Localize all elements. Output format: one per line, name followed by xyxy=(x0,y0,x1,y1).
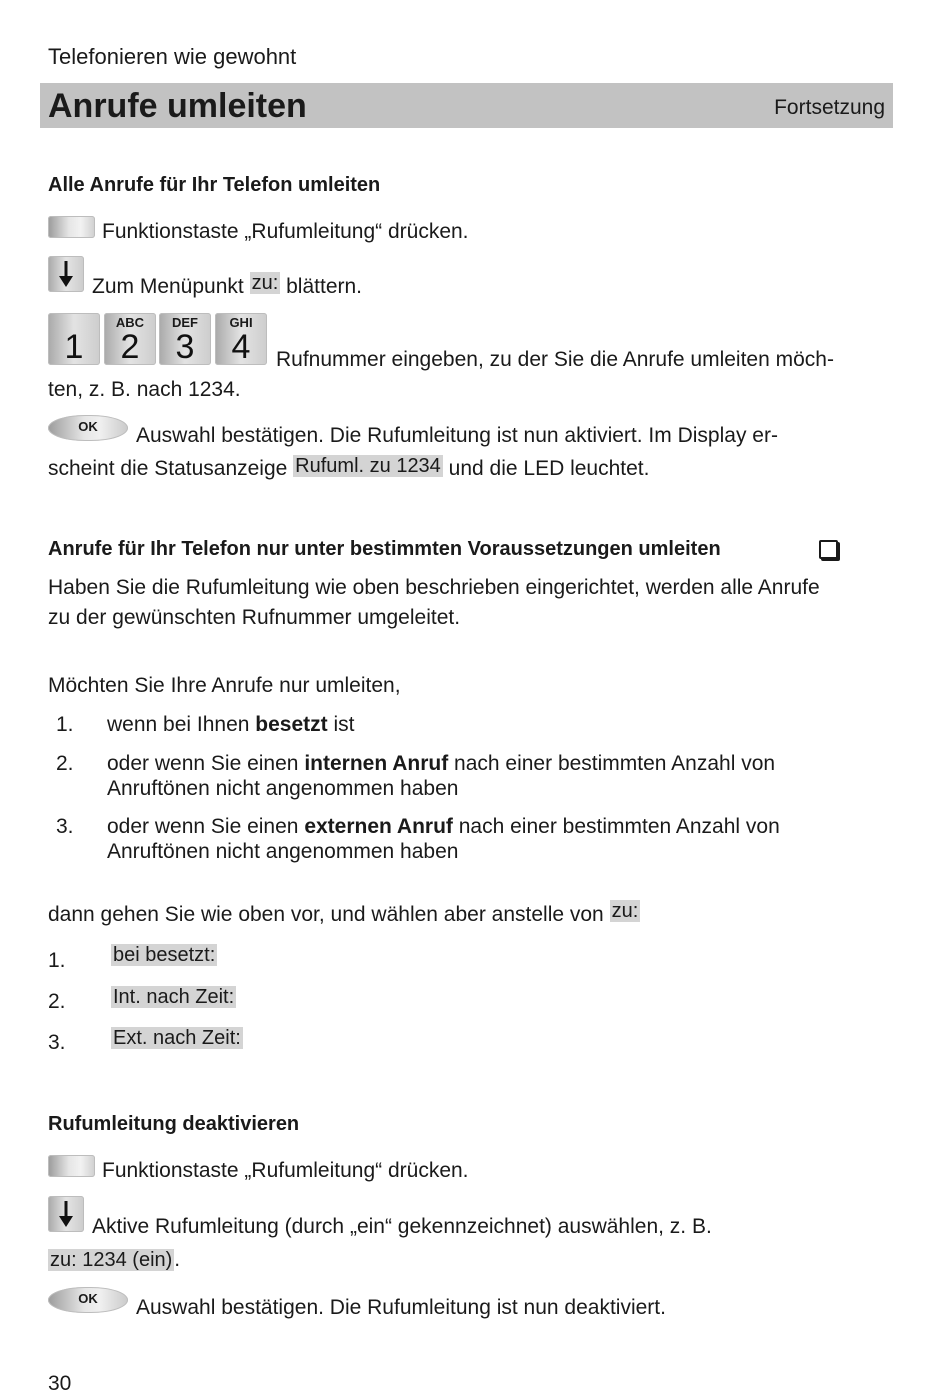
then-pre: dann gehen Sie wie oben vor, und wählen aber anstelle von xyxy=(48,903,604,926)
key-letters: DEF xyxy=(172,315,198,330)
condition-text-line2: Anruftönen nicht angenommen haben xyxy=(107,777,459,800)
step-scroll-pre: Zum Menüpunkt xyxy=(92,275,244,298)
step-number-line1: Rufnummer eingeben, zu der Sie die Anrufe umleiten möch- xyxy=(276,348,834,371)
arrow-down-key-icon xyxy=(48,256,84,292)
step-scroll xyxy=(92,274,362,300)
arrow-down-icon xyxy=(56,1199,76,1229)
key-letters: GHI xyxy=(229,315,253,330)
running-header: Telefonieren wie gewohnt xyxy=(48,44,297,69)
option-display xyxy=(111,986,236,1008)
step-ok-line2-post: und die LED leuchtet. xyxy=(448,457,650,480)
option-number: 2. xyxy=(48,990,66,1013)
page-number: 30 xyxy=(48,1372,72,1395)
display-text-option: bei besetzt: xyxy=(113,944,216,966)
arrow-down-icon xyxy=(56,259,76,289)
display-text-option: Int. nach Zeit: xyxy=(113,986,235,1008)
function-key-icon xyxy=(48,216,95,238)
step-function-key: Funktionstaste „Rufumleitung“ drücken. xyxy=(102,1159,469,1182)
condition-text-line2: Anruftönen nicht angenommen haben xyxy=(107,840,459,863)
arrow-down-key-icon xyxy=(48,1196,84,1232)
step-number-line2: ten, z. B. nach 1234. xyxy=(48,378,241,401)
step-ok-deactivated: Auswahl bestätigen. Die Rufumleitung ist nun deaktiviert. xyxy=(136,1296,666,1319)
key-letters: ABC xyxy=(115,315,145,330)
step-select-end: . xyxy=(174,1248,181,1271)
key-digit: 1 xyxy=(64,328,84,366)
display-text-option: Ext. nach Zeit: xyxy=(113,1027,241,1049)
condition-bold: besetzt xyxy=(255,713,328,736)
key-digit: 3 xyxy=(175,328,195,366)
option-number: 1. xyxy=(48,949,66,972)
condition-text xyxy=(107,814,780,840)
function-key-icon xyxy=(48,1155,95,1177)
option-number: 3. xyxy=(48,1031,66,1054)
step-scroll-post: blättern. xyxy=(286,275,363,298)
ok-key-label: OK xyxy=(78,1291,98,1306)
condition-post: ist xyxy=(327,713,355,736)
numeric-key-4 xyxy=(215,313,267,365)
condition-number: 1. xyxy=(56,713,74,736)
numeric-key-3 xyxy=(159,313,211,365)
numeric-key-1 xyxy=(48,313,100,365)
continuation-label: Fortsetzung xyxy=(774,96,885,119)
step-ok-line1: Auswahl bestätigen. Die Rufumleitung ist nun aktiviert. Im Display er- xyxy=(136,424,778,447)
condition-number: 2. xyxy=(56,752,74,775)
condition-bold: externen Anruf xyxy=(304,815,453,838)
key-digit: 2 xyxy=(120,328,140,366)
condition-bold: internen Anruf xyxy=(304,752,449,775)
condition-pre: oder wenn Sie einen xyxy=(107,752,305,775)
option-display xyxy=(111,944,217,966)
ok-key-label: OK xyxy=(78,419,98,434)
question-text: Möchten Sie Ihre Anrufe nur umleiten, xyxy=(48,674,401,697)
page-title: Anrufe umleiten xyxy=(48,87,307,125)
condition-post: nach einer bestimmten Anzahl von xyxy=(452,815,780,838)
step-ok-line2 xyxy=(48,456,649,482)
display-text-zu: zu: xyxy=(611,900,639,922)
step-function-key: Funktionstaste „Rufumleitung“ drücken. xyxy=(102,220,469,243)
condition-pre: wenn bei Ihnen xyxy=(107,713,256,736)
ok-key-icon xyxy=(48,415,128,441)
step-select-line2 xyxy=(48,1247,180,1273)
numeric-key-2 xyxy=(104,313,156,365)
display-text-zu: zu: xyxy=(251,272,279,294)
section-heading-all-calls: Alle Anrufe für Ihr Telefon umleiten xyxy=(48,174,381,196)
section-heading-deactivate: Rufumleitung deaktivieren xyxy=(48,1113,300,1135)
step-ok-line2-pre: scheint die Statusanzeige xyxy=(48,457,288,480)
step-select: Aktive Rufumleitung (durch „ein“ gekennzeichnet) auswählen, z. B. xyxy=(92,1215,712,1238)
condition-pre: oder wenn Sie einen xyxy=(107,815,305,838)
ok-key-icon xyxy=(48,1287,128,1313)
option-display xyxy=(111,1027,243,1049)
condition-text xyxy=(107,751,775,777)
checkbox-icon xyxy=(819,540,838,559)
then-text xyxy=(48,902,640,928)
intro-line1: Haben Sie die Rufumleitung wie oben beschrieben eingerichtet, werden alle Anrufe xyxy=(48,576,820,599)
key-digit: 4 xyxy=(231,328,251,366)
display-text-status: Rufuml. zu 1234 xyxy=(295,455,441,477)
condition-post: nach einer bestimmten Anzahl von xyxy=(448,752,776,775)
intro-line2: zu der gewünschten Rufnummer umgeleitet. xyxy=(48,606,461,629)
section-heading-conditional: Anrufe für Ihr Telefon nur unter bestimmten Voraussetzungen umleiten xyxy=(48,538,721,560)
condition-text xyxy=(107,712,355,738)
condition-number: 3. xyxy=(56,815,74,838)
display-text-active: zu: 1234 (ein) xyxy=(50,1249,173,1271)
